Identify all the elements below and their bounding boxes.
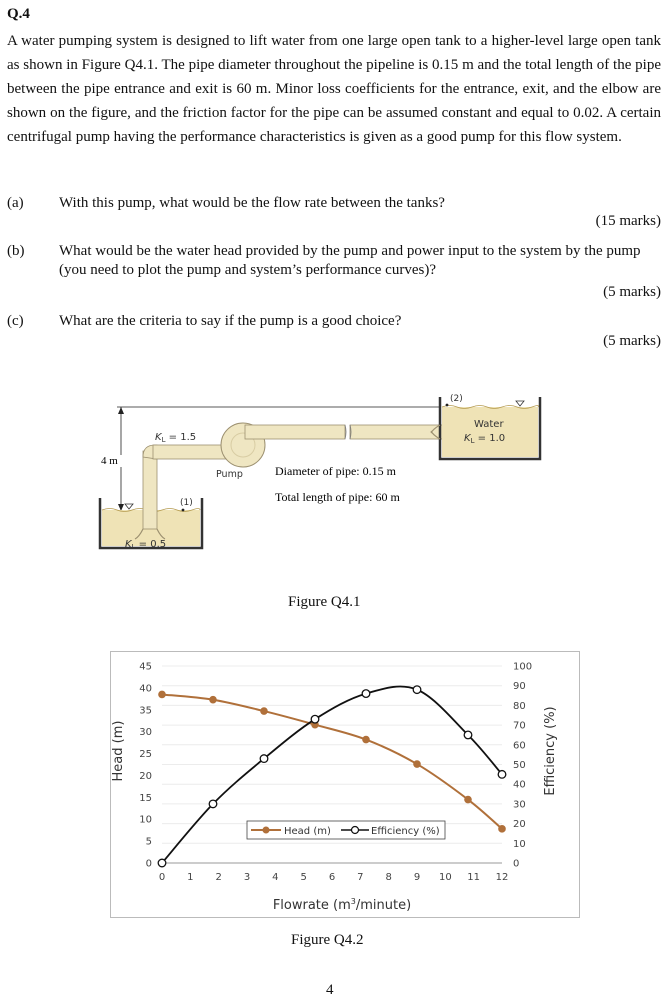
y-right-tick-label: 90 [513, 681, 526, 693]
y-left-tick-label: 45 [139, 661, 152, 673]
head-point [498, 825, 506, 833]
y-right-tick-label: 60 [513, 740, 526, 752]
legend-head-marker [263, 827, 270, 834]
y-left-label: Head (m) [111, 720, 126, 782]
chart-legend [247, 821, 445, 839]
x-tick-label: 1 [187, 872, 194, 883]
head-point [362, 736, 370, 744]
x-tick-label: 3 [243, 872, 251, 883]
head-point [158, 691, 166, 699]
y-left-tick-label: 20 [139, 770, 152, 782]
pipe-length-text: Total length of pipe: 60 m [275, 490, 400, 504]
part-a-text: With this pump, what would be the flow rate between the tanks? [59, 195, 445, 211]
legend-efficiency: Efficiency (%) [371, 826, 440, 837]
part-c-marks: (5 marks) [603, 333, 661, 349]
y-left-tick-label: 10 [139, 814, 152, 826]
x-tick-label: 12 [495, 872, 509, 883]
y-right-label: Efficiency (%) [543, 706, 558, 796]
point-1-label: (1) [180, 498, 193, 508]
efficiency-point [209, 800, 217, 808]
y-left-tick-label: 40 [139, 683, 152, 695]
height-label: 4 m [101, 455, 118, 467]
efficiency-point [260, 755, 268, 763]
x-tick-label: 2 [215, 872, 222, 883]
exit-loss-label: $K_L = 1.0$ [464, 433, 506, 445]
efficiency-point [498, 771, 506, 779]
y-right-tick-label: 50 [513, 760, 526, 771]
question-number: Q.4 [7, 6, 30, 22]
y-right-tick-label: 10 [513, 838, 526, 850]
elbow-loss-label: $K_L = 1.5$ [155, 432, 197, 444]
efficiency-point [158, 859, 166, 867]
part-b-label: (b) [7, 243, 25, 259]
y-left-tick-label: 25 [139, 749, 152, 761]
x-tick-label: 4 [272, 872, 279, 883]
part-b [0, 242, 668, 282]
head-point [464, 796, 472, 804]
pipe-diameter-text: Diameter of pipe: 0.15 m [275, 464, 396, 478]
x-axis-label: Flowrate $(m^3/minute)$ [272, 897, 412, 913]
part-b-text: What would be the water head provided by the pump and power input to the system by the pump (you need to plot the pump and system’s performance curves)? [59, 243, 641, 278]
page-number: 4 [326, 982, 334, 998]
part-a-marks: (15 marks) [595, 213, 661, 229]
suction-pipe [153, 445, 227, 459]
entrance-loss-label: $K_L = 0.5$ [125, 539, 167, 551]
discharge-pipe-b [350, 425, 450, 439]
efficiency-point [311, 715, 319, 723]
efficiency-point [464, 731, 472, 739]
y-right-tick-label: 70 [513, 720, 526, 732]
x-tick-label: 11 [467, 872, 481, 883]
x-tick-label: 9 [413, 872, 421, 883]
water-label: Water [474, 419, 504, 430]
y-left-tick-label: 30 [139, 727, 152, 739]
pump-label: Pump [216, 469, 243, 480]
x-tick-label: 7 [357, 872, 364, 883]
pump-performance-chart [110, 651, 580, 918]
pump-system-diagram [95, 393, 545, 573]
legend-head: Head (m) [284, 826, 331, 837]
part-c-text: What are the criteria to say if the pump is a good choice? [59, 313, 402, 329]
y-right-tick-label: 100 [513, 661, 533, 673]
efficiency-point [413, 686, 421, 694]
y-left-tick-label: 15 [139, 792, 152, 804]
part-a-label: (a) [7, 195, 24, 211]
y-right-tick-label: 20 [513, 819, 526, 831]
part-a [0, 194, 668, 234]
y-right-tick-label: 80 [513, 700, 526, 712]
y-right-tick-label: 30 [513, 799, 526, 811]
discharge-pipe-a [245, 425, 345, 439]
figure1-caption: Figure Q4.1 [288, 594, 361, 610]
upper-tank-water [442, 407, 538, 457]
head-point [413, 760, 421, 768]
y-left-tick-label: 35 [139, 705, 152, 717]
x-tick-label: 0 [158, 872, 166, 883]
point-2-label: (2) [450, 394, 463, 404]
x-tick-label: 10 [438, 872, 452, 883]
x-tick-label: 8 [385, 872, 392, 883]
x-tick-label: 5 [300, 872, 307, 883]
head-point [209, 696, 217, 704]
y-left-tick-label: 5 [145, 836, 152, 848]
legend-efficiency-marker [352, 827, 359, 834]
head-point [260, 707, 268, 715]
y-right-tick-label: 0 [513, 858, 520, 870]
part-b-marks: (5 marks) [603, 284, 661, 300]
vertical-pipe [143, 451, 157, 529]
figure2-caption: Figure Q4.2 [291, 932, 364, 948]
question-intro: A water pumping system is designed to lift water from one large open tank to a higher-level large open tank as shown in Figure Q4.1. The pipe diameter throughout the pipeline is 0.15 m and the total length of the pipe between the pipe entrance and exit is 60 m. Minor loss coefficients for the entrance, exit, and the elbow are shown on the figure, and the friction factor for the pipe can be assumed constant and equal to 0.02. A certain centrifugal pump having the performance characteristics is given as a good pump for this flow system. [7, 33, 661, 146]
y-right-tick-label: 40 [513, 779, 526, 791]
y-left-tick-label: 0 [145, 858, 152, 870]
part-c-label: (c) [7, 313, 24, 329]
efficiency-point [362, 690, 370, 698]
part-c [0, 312, 668, 332]
x-tick-label: 6 [328, 872, 336, 883]
